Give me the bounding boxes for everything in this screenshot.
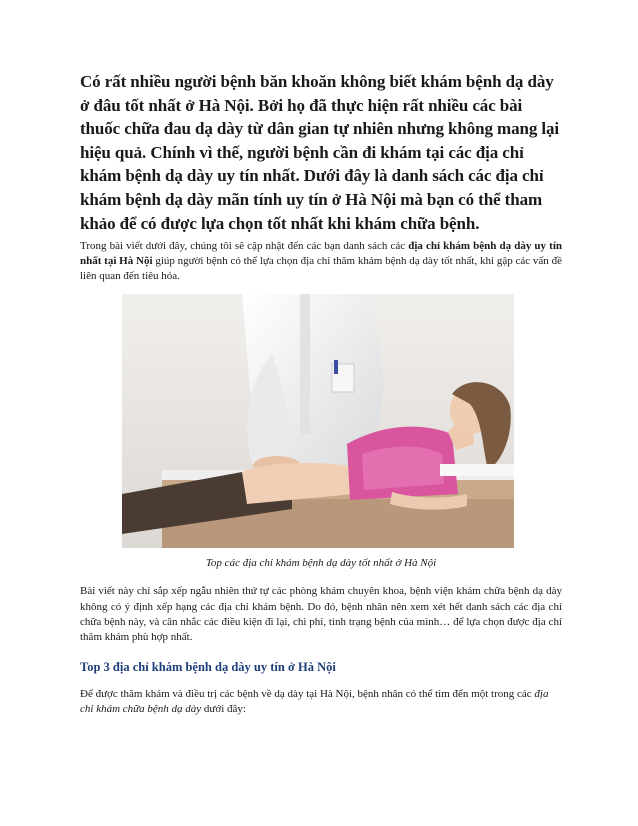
- para3-text-before: Để được thăm khám và điều trị các bệnh về dạ dày tại Hà Nội, bệnh nhân có thể tìm đến một trong các: [80, 687, 535, 700]
- section-heading: Top 3 địa chỉ khám bệnh dạ dày uy tín ở Hà Nội: [80, 659, 336, 674]
- doctor-patient-photo: [122, 294, 514, 548]
- body-paragraph-intro-list: [80, 687, 562, 718]
- lead-paragraph: Có rất nhiều người bệnh băn khoăn không biết khám bệnh dạ dày ở đâu tốt nhất ở Hà Nội. Bởi họ đã thực hiện rất nhiều các bài thuốc chữa đau dạ dày từ dân gian tự nhiên nhưng không mang lại hiệu quả. Chính vì thế, người bệnh cần đi khám tại các địa chỉ khám bệnh dạ dày uy tín nhất. Dưới đây là danh sách các địa chỉ khám bệnh dạ dày mãn tính uy tín ở Hà Nội mà bạn có thể tham khảo để có được lựa chọn tốt nhất khi khám chữa bệnh.: [80, 72, 560, 233]
- body-paragraph-ordering: Bài viết này chỉ sắp xếp ngẫu nhiên thứ tự các phòng khám chuyên khoa, bệnh viện khám chữa bệnh dạ dày không có ý định xếp hạng các địa chỉ khám bệnh. Do đó, bệnh nhân nên xem xét hết danh sách các địa chỉ chữa bệnh này, và cân nhắc các điều kiện đi lại, chi phí, tình trạng bệnh của mình… để lựa chọn được địa chỉ thăm khám phù hợp nhất.: [80, 585, 562, 644]
- para3-italic-phrase: địa chỉ khám chữa bệnh dạ dày: [80, 687, 549, 716]
- intro-text-after: giúp người bệnh có thể lựa chọn địa chỉ thăm khám bệnh dạ dày tốt nhất, khi gặp các vấn đề liên quan đến tiêu hóa.: [80, 255, 562, 283]
- photo-illustration: [122, 294, 514, 548]
- intro-bold-link: địa chỉ khám bệnh dạ dày uy tín nhất tại Hà Nội: [80, 240, 562, 268]
- figure-caption: Top các địa chỉ khám bệnh dạ dày tốt nhất ở Hà Nội: [205, 557, 437, 570]
- intro-paragraph: [80, 239, 562, 284]
- document-page: [80, 70, 562, 718]
- para3-text-after: dưới đây:: [201, 703, 246, 716]
- intro-text-before: Trong bài viết dưới đây, chúng tôi sẽ cập nhật đến các bạn danh sách các: [80, 240, 409, 253]
